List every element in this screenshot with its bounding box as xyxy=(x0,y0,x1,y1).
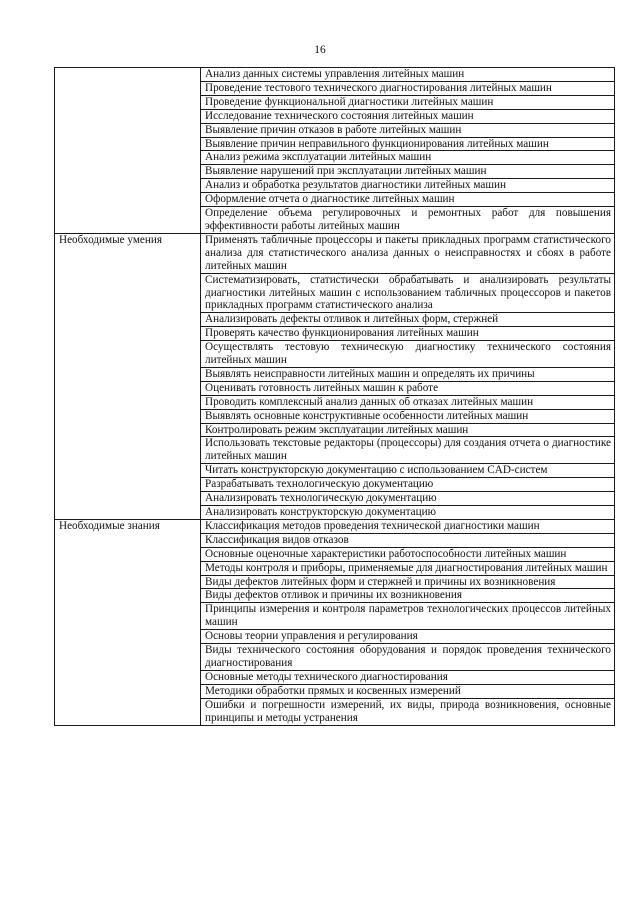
list-item: Ошибки и погрешности измерений, их виды, природа возникновения, основные принципы и методы устранения xyxy=(201,698,615,725)
list-item: Контролировать режим эксплуатации литейных машин xyxy=(201,423,615,437)
list-item: Основные оценочные характеристики работоспособности литейных машин xyxy=(201,547,615,561)
list-item: Выявление нарушений при эксплуатации литейных машин xyxy=(201,165,615,179)
list-item: Анализ данных системы управления литейных машин xyxy=(201,68,615,82)
competency-table xyxy=(54,67,615,726)
list-item: Систематизировать, статистически обрабатывать и анализировать результаты диагностики литейных машин с использованием табличных процессоров и пакетов прикладных программ статистического анализа xyxy=(201,273,615,313)
list-item: Выявление причин неправильного функционирования литейных машин xyxy=(201,137,615,151)
list-item: Принципы измерения и контроля параметров технологических процессов литейных машин xyxy=(201,603,615,630)
list-item: Классификация видов отказов xyxy=(201,533,615,547)
table-row xyxy=(55,519,615,533)
list-item: Выявлять неисправности литейных машин и определять их причины xyxy=(201,367,615,381)
table-row xyxy=(55,68,615,82)
list-item: Виды дефектов отливок и причины их возникновения xyxy=(201,589,615,603)
list-item: Анализировать дефекты отливок и литейных форм, стержней xyxy=(201,313,615,327)
section-label-labor-actions xyxy=(55,68,201,234)
list-item: Оформление отчета о диагностике литейных машин xyxy=(201,193,615,207)
list-item: Читать конструкторскую документацию с использованием CAD-систем xyxy=(201,464,615,478)
list-item: Проведение тестового технического диагностирования литейных машин xyxy=(201,81,615,95)
list-item: Анализ режима эксплуатации литейных машин xyxy=(201,151,615,165)
list-item: Применять табличные процессоры и пакеты прикладных программ статистического анализа для статистического анализа данных о неисправностях и сбоях в работе литейных машин xyxy=(201,233,615,273)
list-item: Анализировать технологическую документацию xyxy=(201,492,615,506)
section-label-required-skills: Необходимые умения xyxy=(55,233,201,519)
list-item: Выявление причин отказов в работе литейных машин xyxy=(201,123,615,137)
list-item: Исследование технического состояния литейных машин xyxy=(201,109,615,123)
list-item: Классификация методов проведения технической диагностики машин xyxy=(201,519,615,533)
table-row xyxy=(55,233,615,273)
list-item: Проверять качество функционирования литейных машин xyxy=(201,327,615,341)
list-item: Методы контроля и приборы, применяемые для диагностирования литейных машин xyxy=(201,561,615,575)
list-item: Основы теории управления и регулирования xyxy=(201,630,615,644)
page-number: 16 xyxy=(314,44,326,56)
list-item: Проводить комплексный анализ данных об отказах литейных машин xyxy=(201,395,615,409)
list-item: Использовать текстовые редакторы (процессоры) для создания отчета о диагностике литейных машин xyxy=(201,437,615,464)
list-item: Методики обработки прямых и косвенных измерений xyxy=(201,684,615,698)
competency-table-body xyxy=(55,68,615,726)
list-item: Анализировать конструкторскую документацию xyxy=(201,506,615,520)
list-item: Проведение функциональной диагностики литейных машин xyxy=(201,95,615,109)
list-item: Выявлять основные конструктивные особенности литейных машин xyxy=(201,409,615,423)
list-item: Анализ и обработка результатов диагностики литейных машин xyxy=(201,179,615,193)
list-item: Разрабатывать технологическую документацию xyxy=(201,478,615,492)
list-item: Основные методы технического диагностирования xyxy=(201,670,615,684)
list-item: Осуществлять тестовую техническую диагностику технического состояния литейных машин xyxy=(201,341,615,368)
list-item: Оценивать готовность литейных машин к работе xyxy=(201,381,615,395)
list-item: Виды технического состояния оборудования и порядок проведения технического диагностирования xyxy=(201,644,615,671)
list-item: Виды дефектов литейных форм и стержней и причины их возникновения xyxy=(201,575,615,589)
section-label-required-knowledge: Необходимые знания xyxy=(55,519,201,725)
list-item: Определение объема регулировочных и ремонтных работ для повышения эффективности работы литейных машин xyxy=(201,207,615,234)
